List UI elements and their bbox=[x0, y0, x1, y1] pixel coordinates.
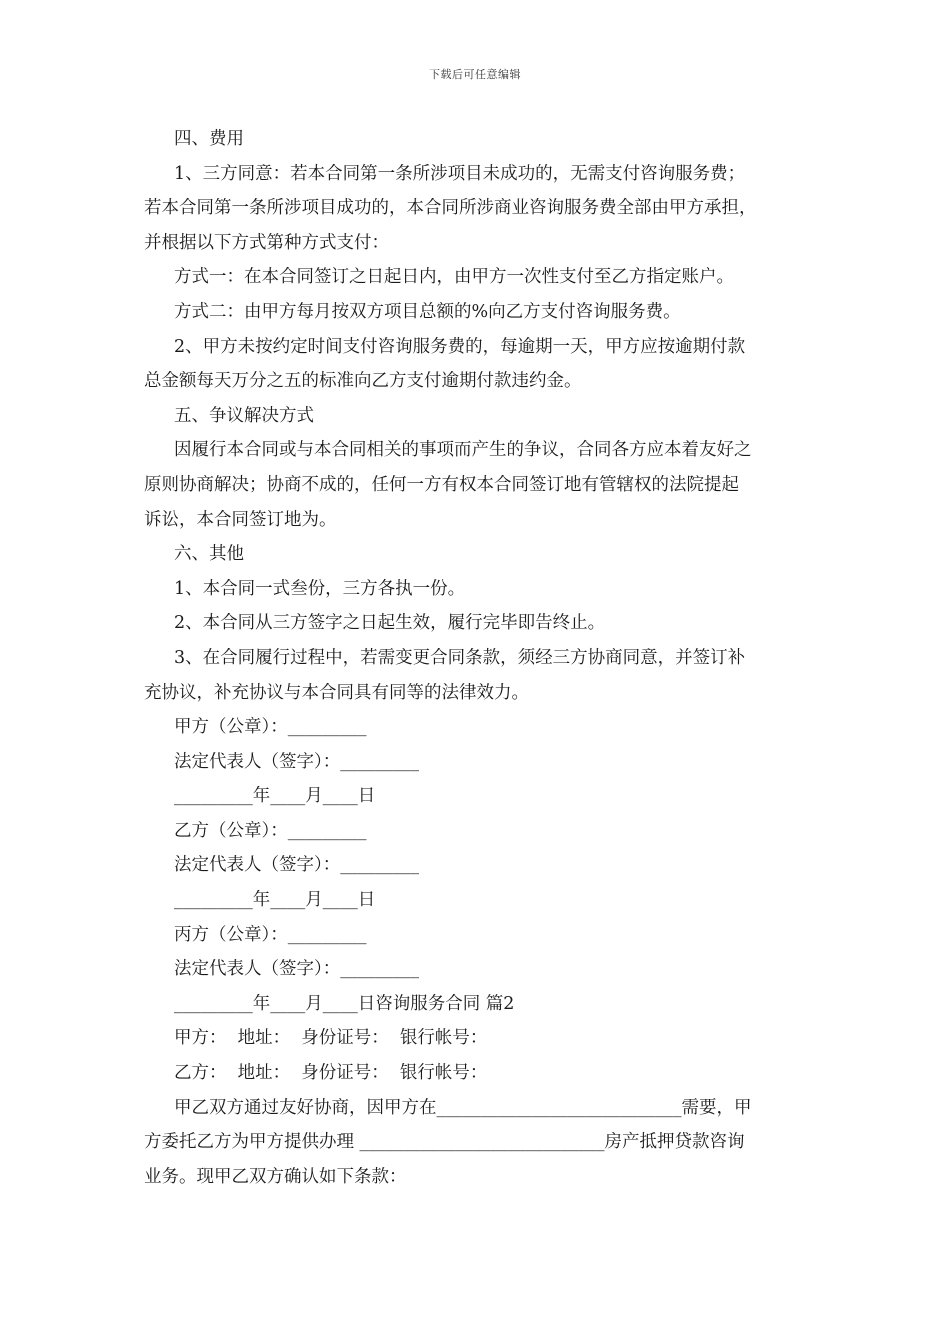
signature-party-c-date-and-title: _________年____月____日咨询服务合同 篇2 bbox=[174, 993, 515, 1014]
signature-party-a-date: _________年____月____日 bbox=[174, 786, 376, 807]
paragraph-line: 因履行本合同或与本合同相关的事项而产生的争议，合同各方应本着友好之 bbox=[174, 440, 752, 461]
paragraph-line: 方式二：由甲方每月按双方项目总额的%向乙方支付咨询服务费。 bbox=[174, 301, 681, 322]
signature-party-b-date: _________年____月____日 bbox=[174, 890, 376, 911]
section-heading-fees: 四、费用 bbox=[174, 129, 244, 149]
party-b-info: 乙方： 地址： 身份证号： 银行帐号： bbox=[174, 1063, 488, 1084]
signature-party-b-seal: 乙方（公章）：_________ bbox=[174, 820, 367, 841]
paragraph-line: 若本合同第一条所涉项目成功的，本合同所涉商业咨询服务费全部由甲方承担， bbox=[144, 198, 757, 219]
paragraph-line: 甲乙双方通过友好协商，因甲方在____________________________需要，甲 bbox=[174, 1097, 752, 1118]
paragraph-line: 原则协商解决；协商不成的，任何一方有权本合同签订地有管辖权的法院提起 bbox=[144, 474, 739, 495]
document-body bbox=[144, 122, 810, 1194]
paragraph-line: 并根据以下方式第种方式支付： bbox=[144, 232, 389, 253]
signature-party-a-seal: 甲方（公章）：_________ bbox=[174, 717, 367, 738]
signature-party-a-representative: 法定代表人（签字）：_________ bbox=[174, 751, 419, 772]
party-a-info: 甲方： 地址： 身份证号： 银行帐号： bbox=[174, 1028, 488, 1049]
section-heading-other: 六、其他 bbox=[174, 544, 244, 565]
page-header: 下载后可任意编辑 bbox=[429, 68, 521, 81]
paragraph-line: 业务。现甲乙双方确认如下条款： bbox=[144, 1166, 407, 1187]
section-heading-dispute: 五、争议解决方式 bbox=[174, 405, 314, 426]
paragraph-line: 方式一：在本合同签订之日起日内，由甲方一次性支付至乙方指定账户。 bbox=[174, 267, 734, 288]
signature-party-b-representative: 法定代表人（签字）：_________ bbox=[174, 855, 419, 876]
paragraph-line: 1、本合同一式叁份，三方各执一份。 bbox=[174, 578, 466, 599]
paragraph-line: 方委托乙方为甲方提供办理 ____________________________房产抵押贷款咨询 bbox=[144, 1132, 745, 1153]
paragraph-line: 2、本合同从三方签字之日起生效，履行完毕即告终止。 bbox=[174, 613, 606, 634]
paragraph-line: 诉讼，本合同签订地为。 bbox=[144, 509, 337, 530]
paragraph-line: 充协议，补充协议与本合同具有同等的法律效力。 bbox=[144, 682, 529, 703]
paragraph-line: 2、甲方未按约定时间支付咨询服务费的，每逾期一天，甲方应按逾期付款 bbox=[174, 336, 746, 357]
paragraph-line: 1、三方同意：若本合同第一条所涉项目未成功的，无需支付咨询服务费； bbox=[174, 163, 746, 184]
paragraph-line: 总金额每天万分之五的标准向乙方支付逾期付款违约金。 bbox=[144, 371, 582, 392]
paragraph-line: 3、在合同履行过程中，若需变更合同条款，须经三方协商同意，并签订补 bbox=[174, 647, 746, 668]
signature-party-c-seal: 丙方（公章）：_________ bbox=[174, 924, 367, 945]
signature-party-c-representative: 法定代表人（签字）：_________ bbox=[174, 959, 419, 980]
